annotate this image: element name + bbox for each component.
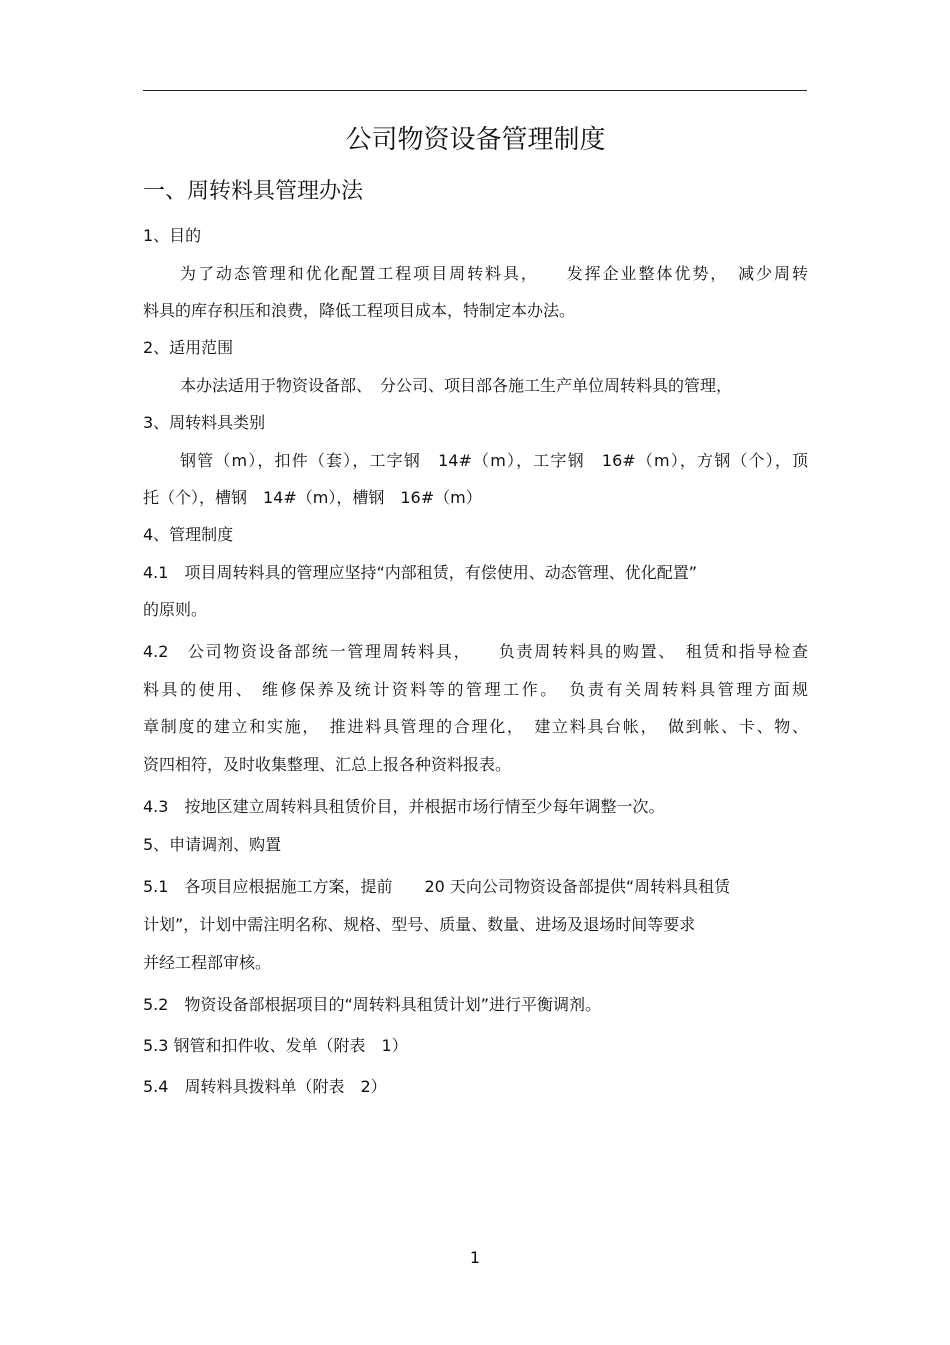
header-rule [143,90,807,91]
clause-5-3: 5.3 钢管和扣件收、发单（附表 1） [143,1036,408,1055]
clause-4-3: 4.3 按地区建立周转料具租赁价目，并根据市场行情至少每年调整一次。 [143,797,665,816]
subheading-management: 4、管理制度 [143,525,234,544]
clause-5-2: 5.2 物资设备部根据项目的“周转料具租赁计划”进行平衡调剂。 [143,995,602,1014]
paragraph-line: 为了动态管理和优化配置工程项目周转料具， 发挥企业整体优势， 减少周转 [180,264,808,283]
subheading-categories: 3、周转料具类别 [143,413,266,432]
subheading-purpose: 1、目的 [143,226,202,245]
paragraph-line: 的原则。 [143,600,208,619]
paragraph-line: 资四相符，及时收集整理、汇总上报各种资料报表。 [143,755,512,774]
clause-5-1: 5.1 各项目应根据施工方案，提前 20 天向公司物资设备部提供“周转料具租赁 [143,877,731,896]
clause-4-1: 4.1 项目周转料具的管理应坚持“内部租赁，有偿使用、动态管理、优化配置” [143,563,698,582]
paragraph-line: 章制度的建立和实施， 推进料具管理的合理化， 建立料具台帐， 做到帐、卡、物、 [143,717,808,736]
paragraph-line: 本办法适用于物资设备部、 分公司、项目部各施工生产单位周转料具的管理， [180,376,733,395]
clause-5-4: 5.4 周转料具拨料单（附表 2） [143,1077,387,1096]
paragraph-line: 托（个），槽钢 14#（m），槽钢 16#（m） [143,488,482,507]
document-title: 公司物资设备管理制度 [345,125,606,155]
paragraph-line: 料具的使用、 维修保养及统计资料等的管理工作。 负责有关周转料具管理方面规 [143,680,808,699]
paragraph-line: 并经工程部审核。 [143,953,272,972]
paragraph-line: 钢管（m），扣件（套），工字钢 14#（m），工字钢 16#（m），方钢（个），顶 [180,451,808,470]
subheading-application: 5、申请调剂、购置 [143,835,282,854]
page-number: 1 [469,1248,481,1267]
paragraph-line: 计划”，计划中需注明名称、规格、型号、质量、数量、进场及退场时间等要求 [143,915,696,934]
clause-4-2: 4.2 公司物资设备部统一管理周转料具， 负责周转料具的购置、 租赁和指导检查 [143,642,808,661]
paragraph-line: 料具的库存积压和浪费，降低工程项目成本，特制定本办法。 [143,301,576,320]
subheading-scope: 2、适用范围 [143,338,234,357]
section-heading: 一、周转料具管理办法 [143,179,364,204]
